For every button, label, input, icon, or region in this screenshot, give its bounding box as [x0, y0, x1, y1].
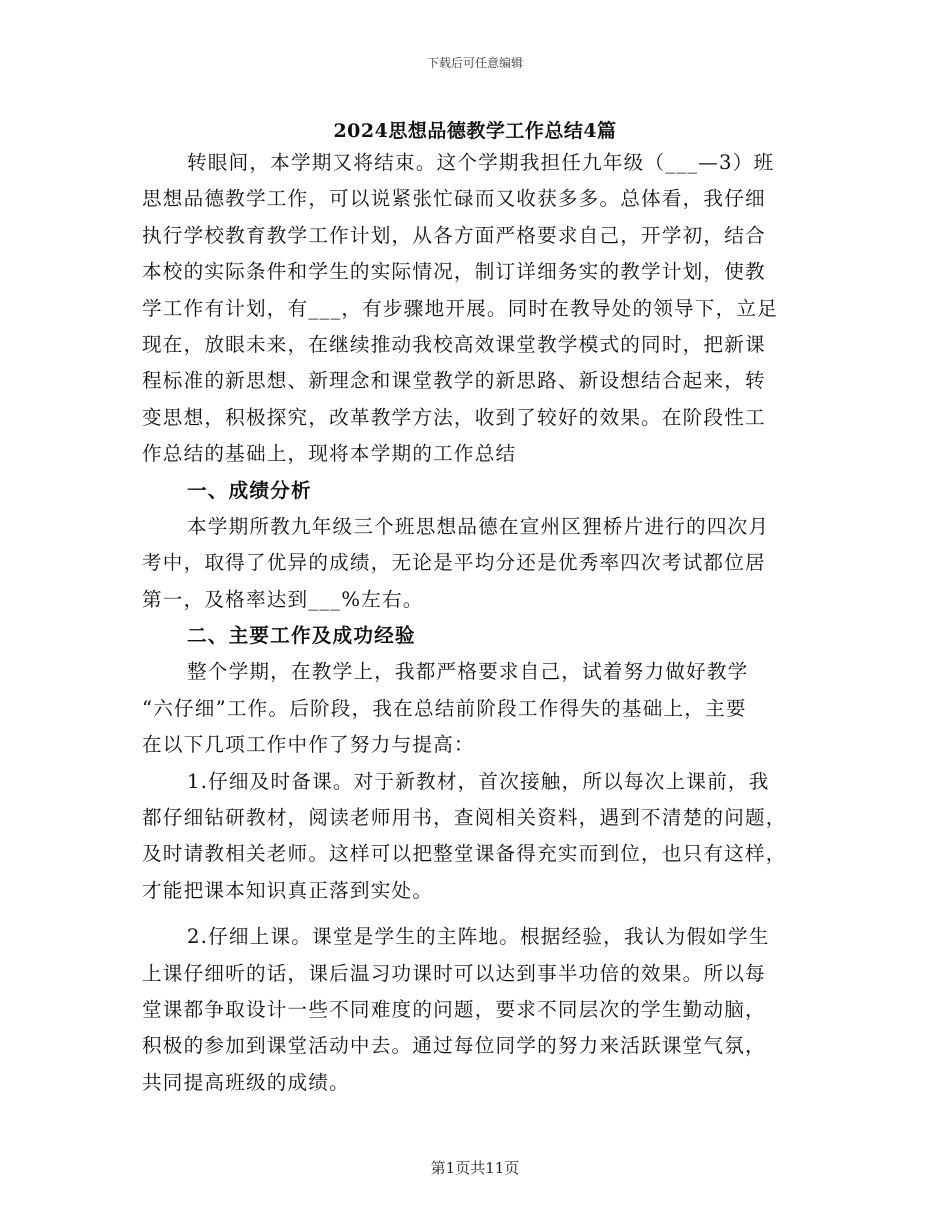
item-2-paragraph [142, 919, 810, 1101]
text-line: 在以下几项工作中作了努力与提高： [142, 733, 475, 757]
section-heading-main-work: 二、主要工作及成功经验 [187, 624, 416, 648]
text-line: 才能把课本知识真正落到实处。 [142, 878, 434, 902]
text-line: 变思想，积极探究，改革教学方法，收到了较好的效果。在阶段性工 [142, 405, 766, 429]
intro-paragraph [142, 145, 810, 473]
text-line: 2.仔细上课。课堂是学生的主阵地。根据经验，我认为假如学生 [187, 925, 770, 949]
text-line: 思想品德教学工作，可以说紧张忙碌而又收获多多。总体看，我仔细 [142, 187, 766, 211]
text-line: 共同提高班级的成绩。 [142, 1070, 350, 1094]
text-line: “六仔细”工作。后阶段，我在总结前阶段工作得失的基础上，主要 [142, 696, 747, 720]
text-line: 转眼间，本学期又将结束。这个学期我担任九年级（___—3）班 [187, 151, 775, 174]
text-line: 整个学期，在教学上，我都严格要求自己，试着努力做好教学 [187, 660, 749, 684]
document-title: 2024思想品德教学工作总结4篇 [333, 120, 617, 142]
text-line: 第一，及格率达到___%左右。 [142, 587, 424, 611]
paragraph-gap [142, 909, 810, 919]
text-line: 学工作有计划，有___，有步骤地开展。同时在教导处的领导下，立足 [142, 296, 779, 320]
text-line: 本学期所教九年级三个班思想品德在宣州区狸桥片进行的四次月 [187, 514, 770, 538]
text-line: 堂课都争取设计一些不同难度的问题，要求不同层次的学生勤动脑， [142, 997, 766, 1021]
item-1-paragraph [142, 764, 810, 910]
text-line: 都仔细钻研教材，阅读老师用书，查阅相关资料，遇到不清楚的问题， [142, 806, 787, 830]
page-header: 下载后可任意编辑 [426, 56, 523, 70]
page-number: 第1页共11页 [430, 1159, 520, 1177]
document-body [142, 145, 810, 1101]
text-line: 作总结的基础上，现将本学期的工作总结 [142, 442, 517, 466]
section-heading-results: 一、成绩分析 [187, 478, 312, 502]
text-line: 本校的实际条件和学生的实际情况，制订详细务实的教学计划，使教 [142, 260, 766, 284]
text-line: 执行学校教育教学工作计划，从各方面严格要求自己，开学初，结合 [142, 223, 766, 247]
text-line: 考中，取得了优异的成绩，无论是平均分还是优秀率四次考试都位居 [142, 551, 766, 575]
text-line: 现在，放眼未来，在继续推动我校高效课堂教学模式的同时，把新课 [142, 332, 766, 356]
text-line: 上课仔细听的话，课后温习功课时可以达到事半功倍的效果。所以每 [142, 961, 766, 985]
main-work-paragraph [142, 654, 810, 763]
text-line: 积极的参加到课堂活动中去。通过每位同学的努力来活跃课堂气氛， [142, 1034, 766, 1058]
results-paragraph [142, 509, 810, 618]
text-line: 及时请教相关老师。这样可以把整堂课备得充实而到位，也只有这样， [142, 842, 787, 866]
text-line: 1.仔细及时备课。对于新教材，首次接触，所以每次上课前，我 [187, 769, 770, 793]
text-line: 程标准的新思想、新理念和课堂教学的新思路、新设想结合起来，转 [142, 369, 766, 393]
